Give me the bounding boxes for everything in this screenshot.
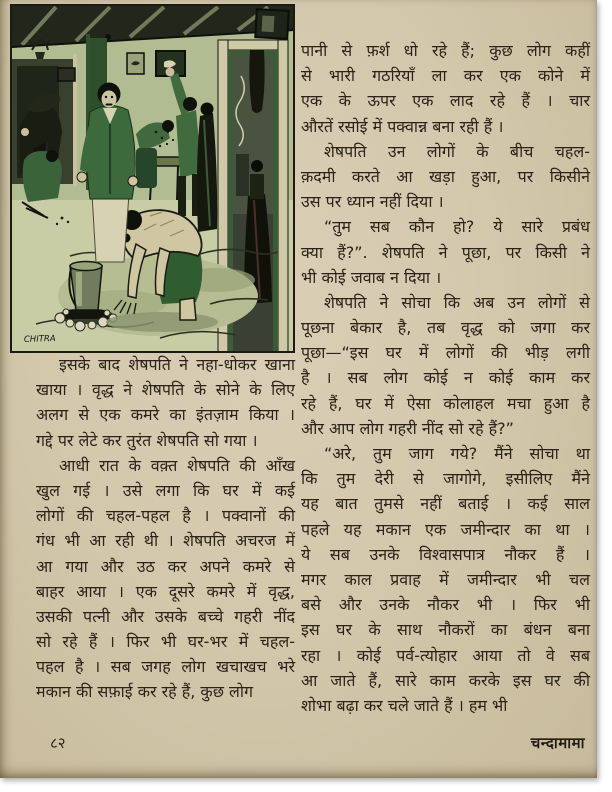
artist-signature: CHITRA — [23, 333, 56, 345]
text-line: रहा । कोई पर्व-त्योहार आया तो वे सब — [301, 645, 590, 665]
text-line: अलग से एक कमरे का इंतज़ाम किया । — [36, 405, 295, 425]
text-line: खुल गई । उसे लगा कि घर में कई — [36, 480, 295, 500]
paragraph — [301, 441, 590, 718]
text-line: क़दमी करते आ खड़ा हुआ, पर किसीने — [301, 166, 590, 186]
text-line: खाया । वृद्ध ने शेषपति के सोने के लिए — [36, 380, 295, 400]
text-line: और आप लोग गहरी नींद सो रहे हैं?” — [301, 418, 514, 438]
magazine-name: चन्दामामा — [530, 734, 585, 752]
text-line: पूछा—“इस घर में लोगों की भीड़ लगी — [301, 343, 590, 363]
story-illustration — [10, 4, 295, 353]
text-line: गद्दे पर लेटे कर तुरंत शेषपति सो गया । — [36, 430, 258, 450]
text-line: है । सब लोग कोई न कोई काम कर — [301, 368, 590, 388]
text-line: भी कोई जवाब न दिया । — [301, 267, 442, 287]
text-line: पहल है । सब जगह लोग खचाखच भरे — [36, 657, 295, 677]
text-line: मगर काल प्रवाह में जमीन्दार भी चल — [301, 569, 590, 589]
text-line: सो रहे हैं । फिर भी घर-भर में चहल- — [36, 632, 295, 652]
left-text-column — [36, 352, 295, 705]
right-text-column — [301, 38, 590, 718]
text-line: शेषपति ने सोचा कि अब उन लोगों से — [324, 292, 590, 312]
text-line: “अरे, तुम जाग गये? मैंने सोचा था — [324, 444, 590, 463]
text-line: इस घर के साथ नौकरों का बंधन बना — [301, 620, 590, 640]
paragraph — [36, 352, 295, 453]
text-line: कि तुम देरी से जागोगे, इसीलिए मैंने — [301, 469, 590, 489]
text-line: “तुम सब कौन हो? ये सारे प्रबंध — [324, 217, 590, 237]
page-number: ८२ — [50, 734, 66, 752]
text-line: आ गया और उठ कर अपने कमरे से — [36, 556, 295, 576]
text-line: इसके बाद शेषपति ने नहा-धोकर खाना — [59, 355, 295, 374]
text-line: बाहर आया । एक दूसरे कमरे में वृद्ध, — [36, 581, 295, 601]
illustration-drawing — [10, 4, 295, 353]
text-line: उस पर ध्यान नहीं दिया । — [301, 192, 444, 212]
paragraph — [301, 139, 590, 215]
text-line: आधी रात के वक़्त शेषपति की आँख — [59, 455, 295, 475]
text-line: से भारी गठरियाँ ला कर एक कोने में — [301, 66, 590, 86]
text-line: मकान की सफ़ाई कर रहे हैं, कुछ लोग — [36, 682, 254, 702]
text-line: बसे और उनके नौकर भी । फिर भी — [301, 595, 590, 615]
text-line: शेषपति उन लोगों के बीच चहल- — [324, 141, 590, 161]
text-line: शोभा बढ़ा कर चले जाते हैं । हम भी — [301, 695, 508, 715]
paragraph — [301, 290, 590, 441]
paragraph — [36, 453, 295, 705]
text-line: पहले यह मकान एक जमीन्दार का था । — [301, 519, 590, 539]
text-line: लोगों की चहल-पहल है । पक्वानों की — [36, 506, 295, 526]
paragraph — [301, 214, 590, 290]
text-line: आ जाते हैं, सारे काम करके इस घर की — [301, 670, 590, 690]
text-line: एक के ऊपर एक लाद रहे हैं । चार — [301, 91, 590, 111]
paragraph — [301, 38, 590, 139]
text-line: गंध भी आ रही थी । शेषपति अचरज में — [36, 531, 295, 551]
text-line: ये सब उनके विश्वासपात्र नौकर हैं । — [301, 544, 590, 564]
text-line: उसकी पत्नी और उसके बच्चे गहरी नींद — [36, 606, 295, 626]
text-line: पानी से फ़र्श धो रहे हैं; कुछ लोग कहीं — [301, 41, 590, 60]
text-line: पूछना बेकार है, तब वृद्ध को जगा कर — [301, 318, 590, 338]
text-line: औरतें रसोई में पक्वान्न बना रही हैं । — [301, 116, 504, 136]
text-line: रहे हैं, घर में ऐसा कोलाहल मचा हुआ है — [301, 393, 590, 413]
text-line: यह बात तुमसे नहीं बताई । कई साल — [301, 494, 590, 514]
text-line: क्या हैं?”. शेषपति ने पूछा, पर किसी ने — [301, 242, 590, 262]
